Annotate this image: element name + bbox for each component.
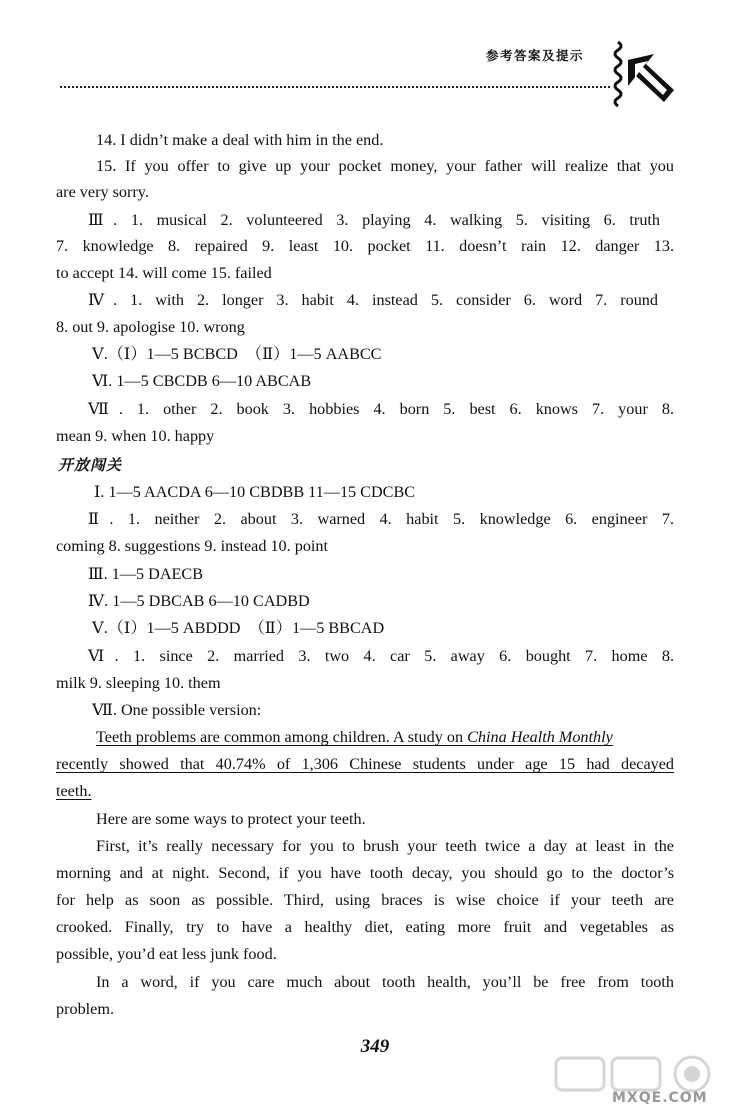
text-line: Here are some ways to protect your teeth. — [96, 810, 366, 828]
text-line: In a word, if you care much about tooth health, you’ll be free from tooth — [96, 973, 674, 991]
text-line: Ⅳ. 1—5 DBCAB 6—10 CADBD — [88, 592, 310, 610]
text-line: First, it’s really necessary for you to brush your teeth twice a day at least in the — [96, 837, 674, 855]
essay-intro-line — [96, 727, 613, 747]
text-line: Ⅱ. 1. neither 2. about 3. warned 4. habit 5. knowledge 6. engineer 7. — [88, 510, 674, 528]
page-number: 349 — [360, 1036, 390, 1057]
text-line: mean 9. when 10. happy — [56, 427, 215, 445]
text-line: Ⅲ. 1—5 DAECB — [88, 565, 203, 583]
text-line: Ⅴ.（Ⅰ）1—5 BCBCD （Ⅱ）1—5 AABCC — [92, 345, 382, 363]
text-line: for help as soon as possible. Third, using braces is wise choice if your teeth are — [56, 891, 674, 909]
text-line: morning and at night. Second, if you have tooth decay, you should go to the doctor’s — [56, 864, 674, 882]
text-line: Ⅵ. 1. since 2. married 3. two 4. car 5. away 6. bought 7. home 8. — [88, 647, 674, 665]
magazine-title: China Health Monthly — [467, 728, 613, 746]
text-line: milk 9. sleeping 10. them — [56, 674, 221, 692]
text-line: Ⅶ. 1. other 2. book 3. hobbies 4. born 5. best 6. knows 7. your 8. — [88, 400, 674, 418]
watermark-text: MXQE.COM — [612, 1090, 708, 1106]
text-line: are very sorry. — [56, 183, 149, 201]
text-line: Ⅴ.（Ⅰ）1—5 ABDDD （Ⅱ）1—5 BBCAD — [92, 619, 385, 637]
text-line: Ⅲ. 1. musical 2. volunteered 3. playing 4. walking 5. visiting 6. truth — [88, 211, 660, 229]
text-line: 14. I didn’t make a deal with him in the end. — [96, 131, 384, 149]
text-line: 15. If you offer to give up your pocket money, your father will realize that you — [96, 157, 674, 175]
text-line: 8. out 9. apologise 10. wrong — [56, 318, 245, 336]
text-line: to accept 14. will come 15. failed — [56, 264, 272, 282]
text-line: Ⅰ. 1—5 AACDA 6—10 CBDBB 11—15 CDCBC — [94, 483, 416, 501]
text-line: possible, you’d eat less junk food. — [56, 945, 277, 963]
text-line: teeth. — [56, 782, 92, 800]
header-title: 参考答案及提示 — [486, 48, 585, 63]
arrow-up-left-icon — [608, 40, 678, 112]
text-line: 7. knowledge 8. repaired 9. least 10. pocket 11. doesn’t rain 12. danger 13. — [56, 237, 674, 255]
essay-intro-text: Teeth problems are common among children. A study on — [96, 728, 468, 746]
text-line: Ⅶ. One possible version: — [92, 701, 262, 719]
text-line: recently showed that 40.74% of 1,306 Chinese students under age 15 had decayed — [56, 755, 674, 773]
text-line: crooked. Finally, try to have a healthy diet, eating more fruit and vegetables as — [56, 918, 674, 936]
text-line: coming 8. suggestions 9. instead 10. point — [56, 537, 329, 555]
text-line: problem. — [56, 1000, 114, 1018]
header-divider — [60, 86, 610, 88]
text-line: Ⅳ. 1. with 2. longer 3. habit 4. instead 5. consider 6. word 7. round — [88, 291, 658, 309]
section-heading: 开放闯关 — [58, 456, 123, 474]
text-line: Ⅵ. 1—5 CBCDB 6—10 ABCAB — [92, 372, 312, 390]
